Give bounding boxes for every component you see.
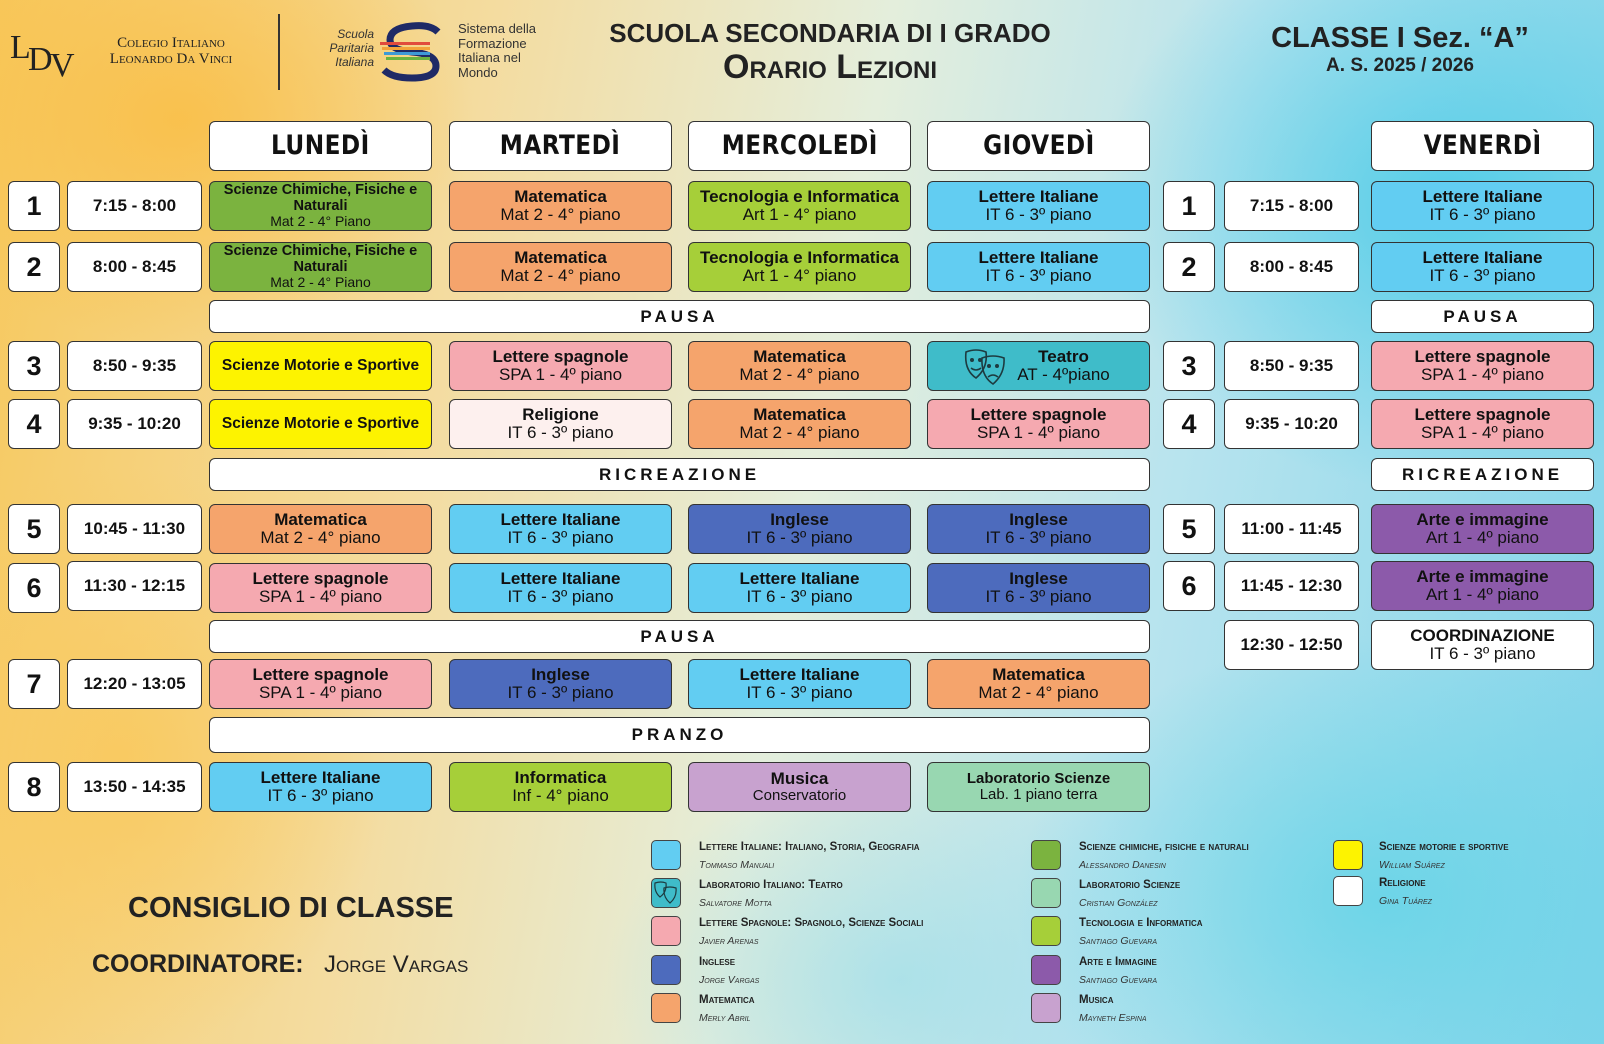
lesson-cell: Inglese IT 6 - 3º piano — [927, 504, 1150, 554]
sistema-line4: Mondo — [458, 64, 498, 80]
period-time: 9:35 - 10:20 — [67, 399, 202, 449]
legend-title: Lettere Spagnole: Spagnolo, Scienze Sociali — [699, 917, 924, 929]
friday-period-time: 12:30 - 12:50 — [1224, 620, 1359, 670]
lesson-cell: Lettere spagnole SPA 1 - 4º piano — [1371, 399, 1594, 449]
lesson-cell: Lettere Italiane IT 6 - 3º piano — [927, 242, 1150, 292]
friday-period-number: 5 — [1163, 504, 1215, 554]
period-number: 7 — [8, 659, 60, 709]
legend-title: Laboratorio Italiano: Teatro — [699, 879, 843, 891]
period-number: 5 — [8, 504, 60, 554]
lesson-cell: Lettere spagnole SPA 1 - 4º piano — [209, 563, 432, 613]
lesson-cell: Lettere Italiane IT 6 - 3º piano — [209, 762, 432, 812]
svg-text:L: L — [10, 29, 31, 66]
legend-teacher: Santiago Guevara — [1079, 974, 1157, 986]
friday-period-time: 9:35 - 10:20 — [1224, 399, 1359, 449]
legend-title: Religione — [1379, 877, 1426, 889]
lesson-cell: Matematica Mat 2 - 4° piano — [209, 504, 432, 554]
lesson-cell: Matematica Mat 2 - 4° piano — [927, 659, 1150, 709]
svg-text:V: V — [50, 47, 75, 80]
lesson-cell: Lettere Italiane IT 6 - 3º piano — [1371, 181, 1594, 231]
friday-period-time: 8:00 - 8:45 — [1224, 242, 1359, 292]
lesson-cell: Lettere Italiane IT 6 - 3º piano — [1371, 242, 1594, 292]
friday-period-time: 11:00 - 11:45 — [1224, 504, 1359, 554]
legend-swatch — [1031, 955, 1061, 985]
lesson-cell: Inglese IT 6 - 3º piano — [927, 563, 1150, 613]
period-number: 4 — [8, 399, 60, 449]
break-bar-pausa: PAUSA — [209, 300, 1150, 333]
lesson-cell: Religione IT 6 - 3º piano — [449, 399, 672, 449]
sistema-logo — [378, 22, 450, 82]
school-name-line1: Colegio Italiano — [117, 35, 225, 51]
period-number: 2 — [8, 242, 60, 292]
lesson-cell: Matematica Mat 2 - 4° piano — [449, 181, 672, 231]
friday-period-number: 1 — [1163, 181, 1215, 231]
period-number: 8 — [8, 762, 60, 812]
legend-title: Scienze motorie e sportive — [1379, 841, 1509, 853]
lesson-cell-coordinazione: COORDINAZIONE IT 6 - 3º piano — [1371, 620, 1594, 670]
friday-period-time: 11:45 - 12:30 — [1224, 561, 1359, 611]
header-divider — [278, 14, 280, 90]
legend-title: Inglese — [699, 956, 736, 968]
day-header-giovedi: GIOVEDÌ — [927, 121, 1150, 171]
lesson-cell: Musica Conservatorio — [688, 762, 911, 812]
lesson-cell: Matematica Mat 2 - 4° piano — [449, 242, 672, 292]
legend-swatch — [1031, 916, 1061, 946]
lesson-cell: Scienze Chimiche, Fisiche e Naturali Mat 2 - 4° Piano — [209, 242, 432, 292]
paritaria-line2: Paritaria — [329, 40, 374, 55]
legend-swatch — [651, 840, 681, 870]
ldv-logo-icon — [8, 24, 78, 80]
paritaria-line3: Italiana — [335, 54, 374, 69]
day-header-mercoledi: MERCOLEDÌ — [688, 121, 911, 171]
class-label: CLASSE I Sez. “A” — [1271, 22, 1529, 54]
lesson-cell: Lettere Italiane IT 6 - 3º piano — [449, 563, 672, 613]
break-bar-pranzo: PRANZO — [209, 717, 1150, 753]
legend-teacher: Alessandro Danesin — [1079, 859, 1166, 871]
theater-masks-icon — [962, 348, 1008, 386]
lesson-cell: Lettere spagnole SPA 1 - 4º piano — [449, 341, 672, 391]
period-time: 8:00 - 8:45 — [67, 242, 202, 292]
lesson-cell: Lettere spagnole SPA 1 - 4º piano — [209, 659, 432, 709]
school-name — [86, 36, 256, 68]
class-info — [1250, 22, 1550, 77]
friday-period-number: 6 — [1163, 561, 1215, 611]
consiglio-title: CONSIGLIO DI CLASSE — [128, 892, 454, 924]
break-bar-pausa-friday: PAUSA — [1371, 300, 1594, 333]
friday-period-number: 2 — [1163, 242, 1215, 292]
period-time: 10:45 - 11:30 — [67, 504, 202, 554]
title-line2: Orario Lezioni — [723, 48, 937, 86]
period-time: 13:50 - 14:35 — [67, 762, 202, 812]
legend-teacher: Salvatore Motta — [699, 897, 772, 909]
legend-teacher: Santiago Guevara — [1079, 935, 1157, 947]
school-year: A. S. 2025 / 2026 — [1326, 55, 1474, 76]
lesson-cell: Laboratorio Scienze Lab. 1 piano terra — [927, 762, 1150, 812]
friday-period-time: 8:50 - 9:35 — [1224, 341, 1359, 391]
school-name-line2: Leonardo Da Vinci — [109, 50, 233, 67]
sistema-line2: Formazione — [458, 35, 527, 51]
lesson-cell: Lettere Italiane IT 6 - 3º piano — [688, 563, 911, 613]
legend-teacher: Tommaso Manuali — [699, 859, 775, 871]
legend-teacher: William Suárez — [1379, 859, 1445, 871]
coordinator-name: Jorge Vargas — [324, 951, 469, 978]
friday-period-number: 3 — [1163, 341, 1215, 391]
lesson-cell: Scienze Chimiche, Fisiche e Naturali Mat 2 - 4° Piano — [209, 181, 432, 231]
coordinator-line — [92, 950, 468, 979]
legend-swatch — [1031, 840, 1061, 870]
legend-swatch — [651, 993, 681, 1023]
legend-title: Lettere Italiane: Italiano, Storia, Geografia — [699, 841, 920, 853]
lesson-cell: Inglese IT 6 - 3º piano — [688, 504, 911, 554]
lesson-cell: Lettere spagnole SPA 1 - 4º piano — [927, 399, 1150, 449]
lesson-cell: Arte e immagine Art 1 - 4º piano — [1371, 504, 1594, 554]
lesson-cell: Arte e immagine Art 1 - 4º piano — [1371, 561, 1594, 611]
lesson-cell: Lettere Italiane IT 6 - 3º piano — [449, 504, 672, 554]
legend-teacher: Merly Abril — [699, 1012, 751, 1024]
day-header-venerdi: VENERDÌ — [1371, 121, 1594, 171]
page-title — [580, 18, 1080, 86]
legend-teacher: Cristian González — [1079, 897, 1158, 909]
legend-teacher: Gina Tuárez — [1379, 895, 1432, 907]
theater-masks-icon — [652, 879, 679, 906]
ldv-logo — [8, 24, 78, 80]
legend-title: Arte e Immagine — [1079, 956, 1157, 968]
legend-swatch — [1031, 878, 1061, 908]
lesson-cell: Lettere Italiane IT 6 - 3º piano — [688, 659, 911, 709]
day-header-martedi: MARTEDÌ — [449, 121, 672, 171]
legend-swatch — [651, 955, 681, 985]
period-number: 6 — [8, 563, 60, 613]
paritaria-line1: Scuola — [337, 27, 374, 41]
period-number: 1 — [8, 181, 60, 231]
legend-title: Matematica — [699, 994, 755, 1006]
lesson-cell: Tecnologia e Informatica Art 1 - 4° piano — [688, 242, 911, 292]
break-bar-ricreazione: RICREAZIONE — [209, 458, 1150, 491]
legend-title: Laboratorio Scienze — [1079, 879, 1181, 891]
friday-period-time: 7:15 - 8:00 — [1224, 181, 1359, 231]
legend-teacher: Javier Arenas — [699, 935, 759, 947]
legend-swatch — [651, 878, 681, 908]
lesson-cell: Scienze Motorie e Sportive — [209, 341, 432, 391]
lesson-cell: Inglese IT 6 - 3º piano — [449, 659, 672, 709]
legend-teacher: Jorge Vargas — [699, 974, 760, 986]
legend-swatch — [1333, 876, 1363, 906]
day-header-lunedi: LUNEDÌ — [209, 121, 432, 171]
sistema-label — [458, 22, 568, 80]
svg-text:D: D — [28, 41, 53, 78]
break-bar-ricreazione-friday: RICREAZIONE — [1371, 458, 1594, 491]
legend-title: Tecnologia e Informatica — [1079, 917, 1203, 929]
period-time: 7:15 - 8:00 — [67, 181, 202, 231]
friday-period-number: 4 — [1163, 399, 1215, 449]
legend-swatch — [651, 916, 681, 946]
legend-swatch — [1333, 840, 1363, 870]
lesson-cell: Informatica Inf - 4° piano — [449, 762, 672, 812]
legend-title: Musica — [1079, 994, 1114, 1006]
legend-title: Scienze chimiche, fisiche e naturali — [1079, 841, 1249, 853]
lesson-cell: Lettere Italiane IT 6 - 3º piano — [927, 181, 1150, 231]
lesson-cell: Lettere spagnole SPA 1 - 4º piano — [1371, 341, 1594, 391]
lesson-cell: Matematica Mat 2 - 4° piano — [688, 341, 911, 391]
period-time: 8:50 - 9:35 — [67, 341, 202, 391]
legend-teacher: Mayneth Espina — [1079, 1012, 1147, 1024]
coordinator-label: COORDINATORE: — [92, 950, 304, 978]
legend-swatch — [1031, 993, 1061, 1023]
lesson-cell-teatro: Teatro AT - 4ºpiano — [927, 341, 1150, 391]
break-bar-pausa-2: PAUSA — [209, 620, 1150, 653]
period-time: 12:20 - 13:05 — [67, 659, 202, 709]
period-time: 11:30 - 12:15 — [67, 561, 202, 611]
lesson-cell: Matematica Mat 2 - 4° piano — [688, 399, 911, 449]
title-line1: SCUOLA SECONDARIA DI I GRADO — [609, 18, 1051, 48]
lesson-cell: Scienze Motorie e Sportive — [209, 399, 432, 449]
paritaria-label — [318, 28, 374, 69]
period-number: 3 — [8, 341, 60, 391]
sistema-line3: Italiana nel — [458, 50, 521, 66]
lesson-cell: Tecnologia e Informatica Art 1 - 4° piano — [688, 181, 911, 231]
sistema-line1: Sistema della — [458, 21, 537, 36]
books-s-logo-icon — [378, 22, 450, 82]
